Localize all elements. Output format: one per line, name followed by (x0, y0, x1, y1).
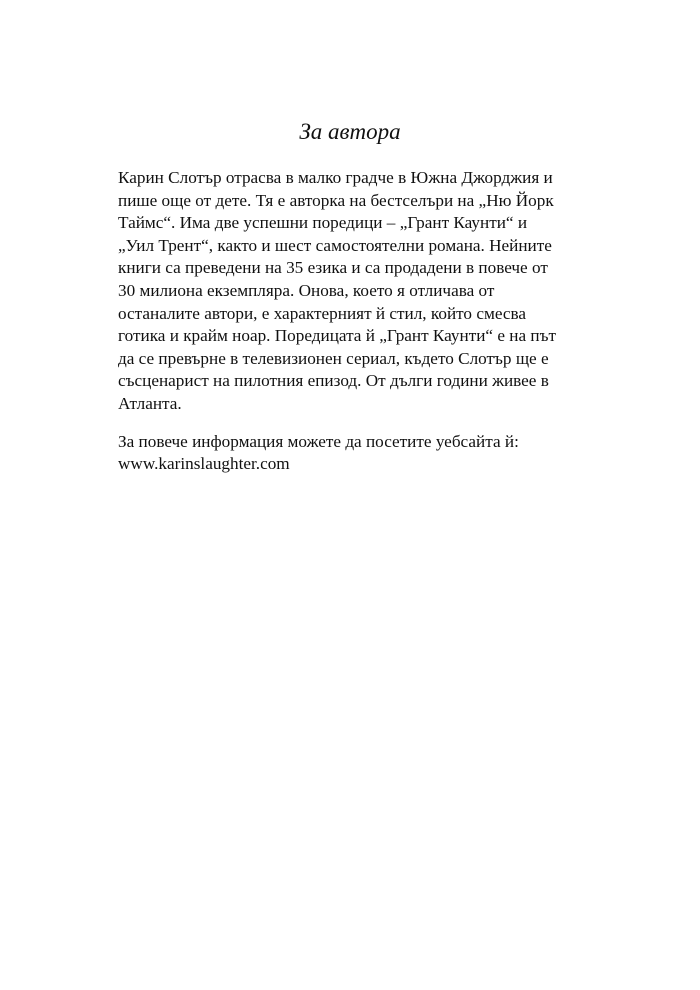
text-line: Карин Слотър отрасва в малко градче в Южна Джорджия и (118, 168, 553, 187)
text-line: пише още от дете. Тя е авторка на бестселъри на „Ню Йорк (118, 190, 554, 210)
text-line: „Уил Трент“, както и шест самостоятелни романа. Нейните (118, 235, 552, 255)
text-line: съсценарист на пилотния епизод. От дълги години живее в (118, 371, 549, 391)
text-line: Атланта. (118, 393, 182, 413)
text-line: За повече информация можете да посетите уебсайта й: (118, 431, 519, 451)
bio-paragraph (118, 167, 558, 416)
text-line: книги са преведени на 35 езика и са продадени в повече от (118, 258, 548, 278)
text-line: 30 милиона екземпляра. Онова, което я отличава от (118, 280, 495, 300)
website-paragraph (118, 431, 558, 476)
page-title: За автора (299, 119, 401, 144)
website-url: www.karinslaughter.com (118, 454, 290, 474)
text-line: готика и крайм ноар. Поредицата й „Грант Каунти“ е на път (118, 326, 557, 346)
text-line: Таймс“. Има две успешни поредици – „Грант Каунти“ и (118, 213, 528, 233)
body-text (118, 167, 558, 476)
text-line: останалите автори, е характерният й стил, който смесва (118, 303, 527, 323)
text-line: да се превърне в телевизионен сериал, където Слотър ще е (118, 348, 549, 368)
